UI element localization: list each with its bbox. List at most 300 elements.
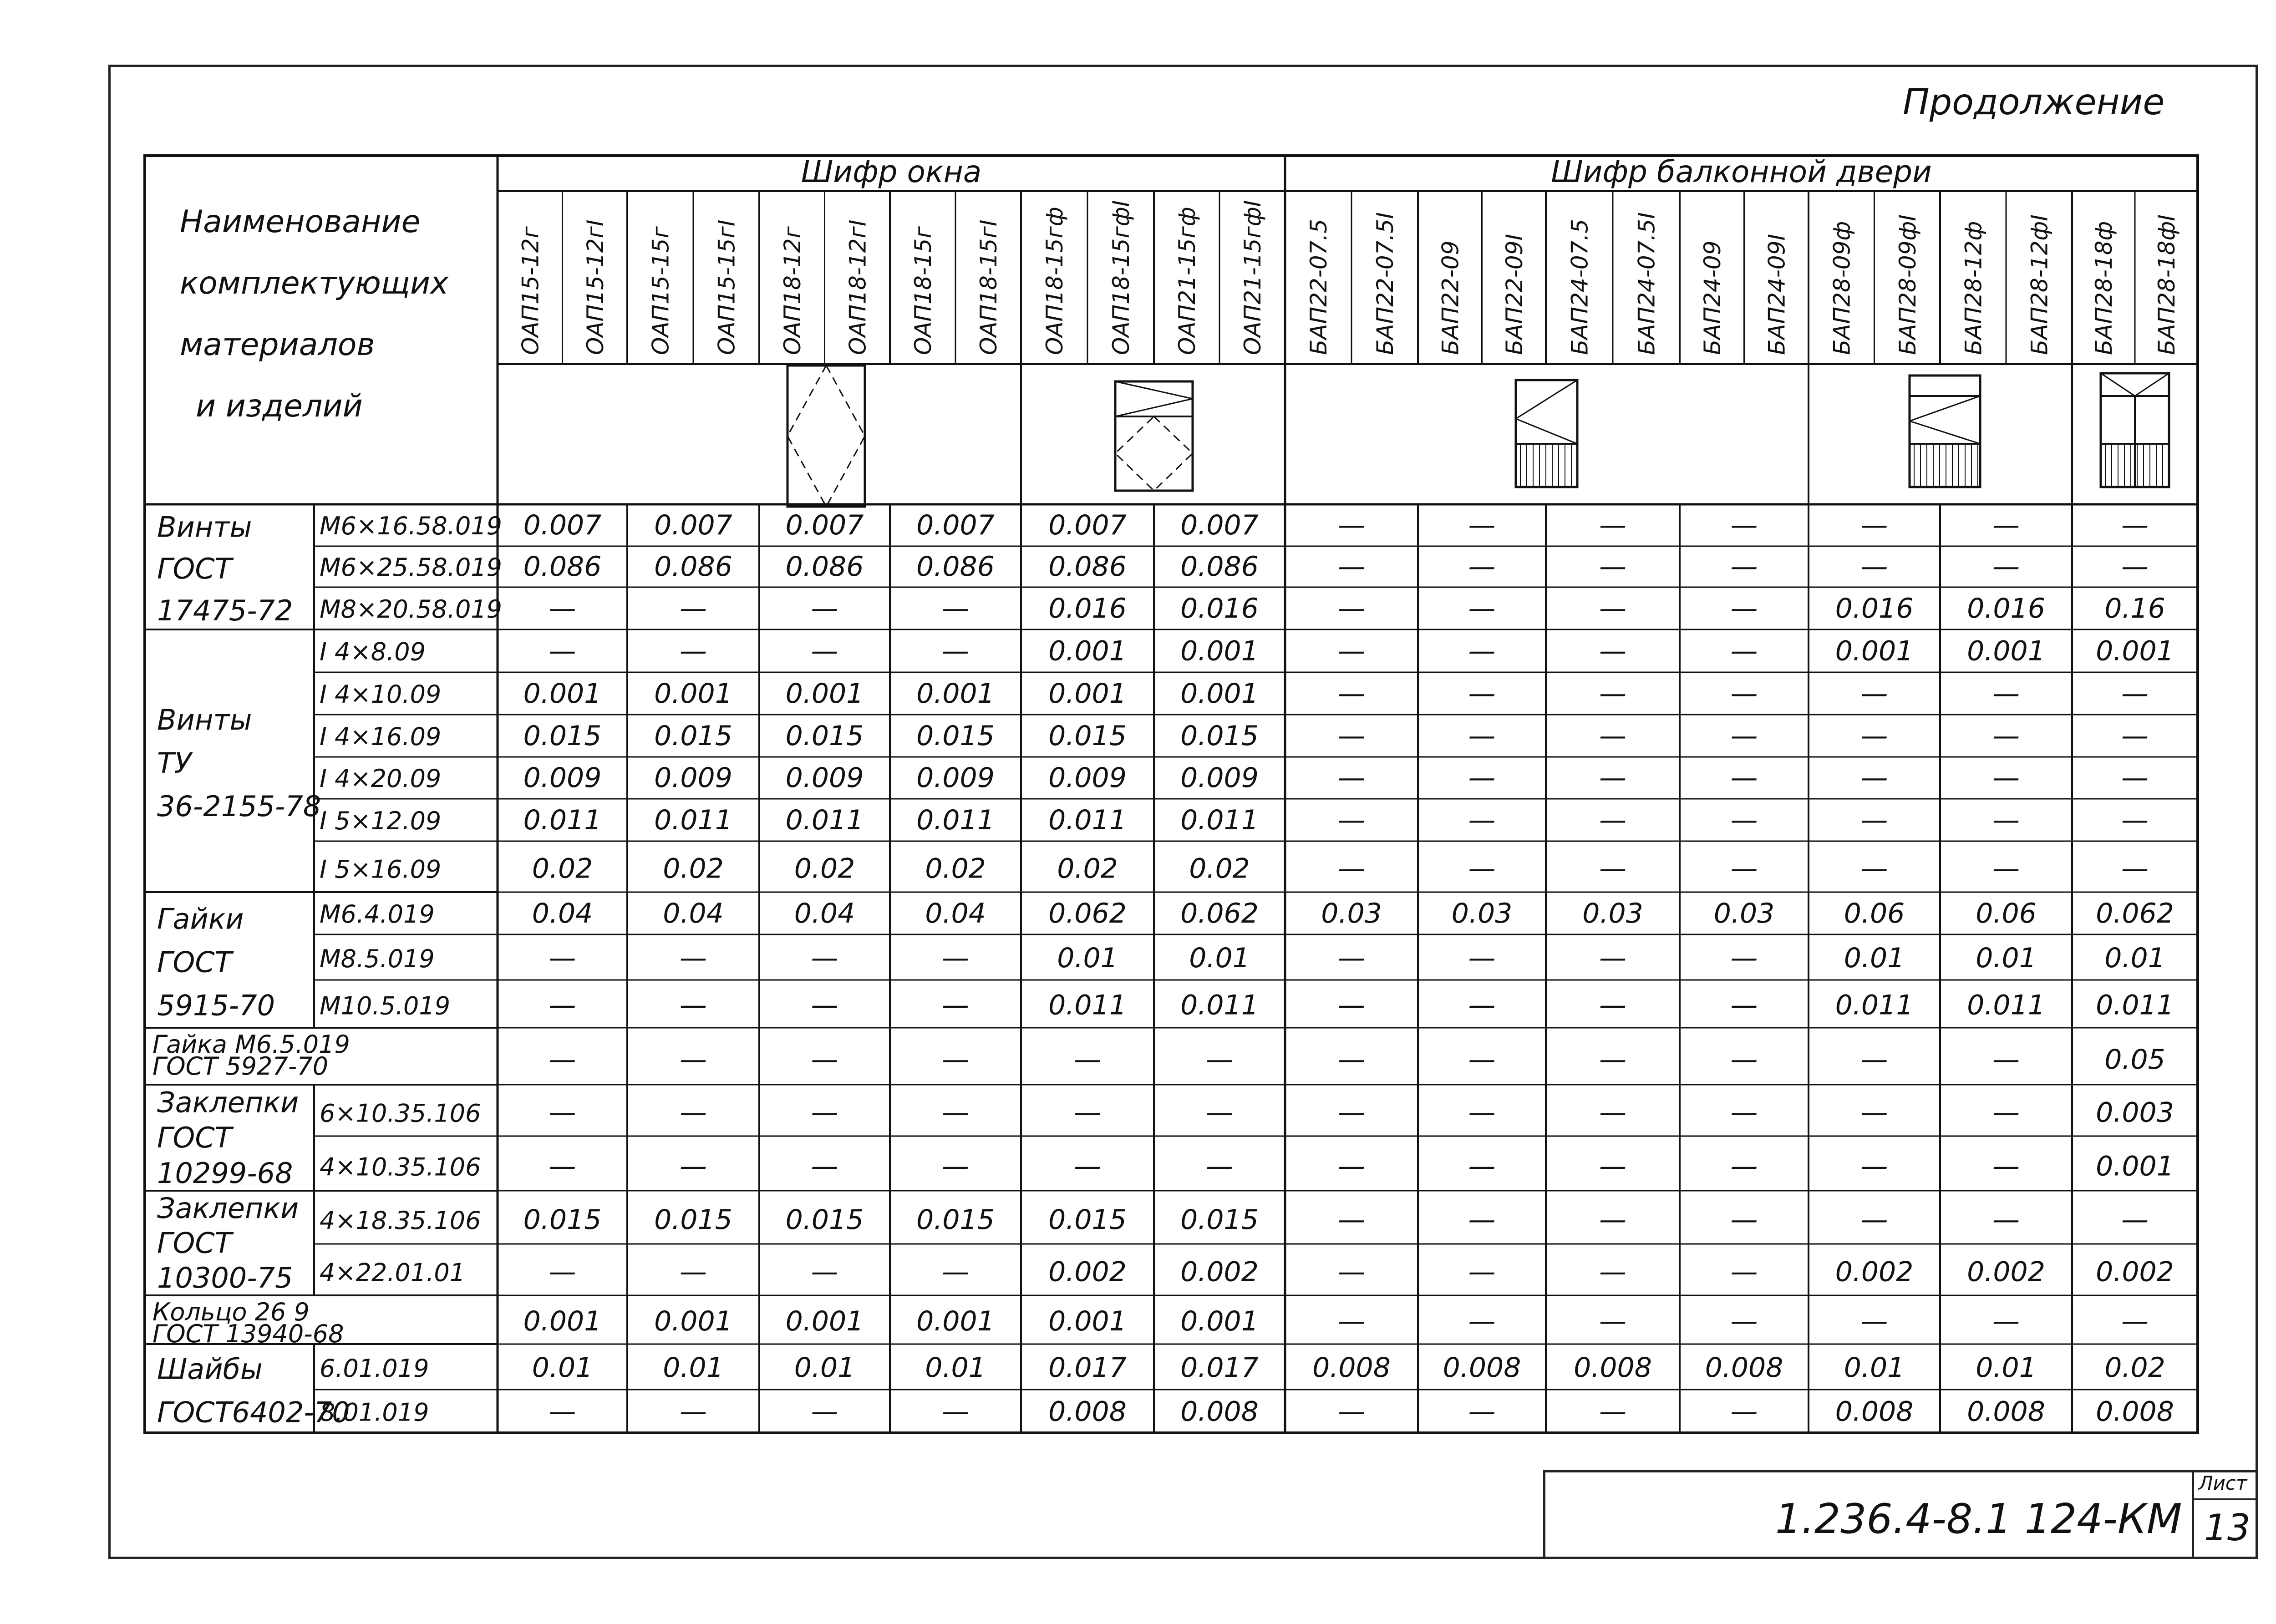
cell-value: — bbox=[1992, 853, 2020, 885]
product-code: ОАП15-12гI bbox=[582, 219, 609, 355]
cell-value: — bbox=[2121, 853, 2149, 885]
cell-value: — bbox=[1730, 989, 1758, 1021]
product-code: БАП22-07.5 bbox=[1306, 218, 1332, 355]
cell-value: — bbox=[1992, 1096, 2020, 1129]
cell-value: — bbox=[1468, 1305, 1496, 1338]
product-code: ОАП18-15г bbox=[910, 226, 936, 355]
cell-value: — bbox=[1730, 1256, 1758, 1288]
door-scheme-1-frame bbox=[1516, 380, 1577, 487]
cell-value: 0.02 bbox=[2104, 1352, 2165, 1384]
group-name: 10300-75 bbox=[157, 1261, 293, 1295]
cell-value: 0.01 bbox=[794, 1352, 855, 1384]
cell-value: 0.04 bbox=[794, 897, 855, 929]
sheet-label: Лист bbox=[2199, 1472, 2247, 1494]
cell-value: 0.03 bbox=[1321, 897, 1382, 929]
cell-value: — bbox=[549, 1096, 576, 1129]
product-code: БАП22-07.5I bbox=[1372, 212, 1398, 355]
cell-value: 0.008 bbox=[1835, 1396, 1914, 1428]
cell-value: 0.002 bbox=[1180, 1256, 1259, 1288]
item-code: 6×10.35.106 bbox=[320, 1099, 481, 1128]
cell-value: — bbox=[942, 1096, 969, 1129]
cell-value: — bbox=[1860, 804, 1888, 836]
cell-value: — bbox=[942, 1396, 969, 1428]
cell-value: — bbox=[1338, 762, 1365, 794]
cell-value: — bbox=[1860, 1044, 1888, 1076]
product-code: БАП28-12ф bbox=[1960, 221, 1987, 355]
cell-value: 0.01 bbox=[1976, 942, 2037, 974]
cell-value: 0.01 bbox=[1189, 942, 1250, 974]
cell-value: — bbox=[1468, 635, 1496, 667]
cell-value: — bbox=[811, 1150, 838, 1182]
cell-value: 0.03 bbox=[1582, 897, 1643, 929]
product-code: БАП28-12фI bbox=[2026, 214, 2053, 355]
cell-value: — bbox=[1992, 509, 2020, 542]
sheet-box-divider bbox=[2194, 1498, 2258, 1500]
cell-value: — bbox=[1599, 592, 1626, 624]
cell-value: 0.007 bbox=[785, 509, 864, 542]
item-code: М6.4.019 bbox=[320, 899, 435, 929]
cell-value: — bbox=[1599, 1150, 1626, 1182]
cell-value: 0.011 bbox=[1180, 804, 1259, 836]
cell-value: — bbox=[1992, 550, 2020, 583]
item-code: I 4×16.09 bbox=[320, 722, 442, 751]
cell-value: — bbox=[1468, 550, 1496, 583]
cell-value: 0.011 bbox=[654, 804, 732, 836]
cell-value: — bbox=[549, 1396, 576, 1428]
cell-value: 0.015 bbox=[785, 1204, 864, 1236]
group-name: 36-2155-78 bbox=[157, 790, 321, 823]
cell-value: 0.04 bbox=[663, 897, 724, 929]
item-code: 6.01.019 bbox=[320, 1354, 429, 1383]
cell-value: 0.008 bbox=[1967, 1396, 2045, 1428]
cell-value: — bbox=[1599, 1256, 1626, 1288]
cell-value: — bbox=[1860, 1096, 1888, 1129]
window-scheme-1-opening bbox=[787, 365, 865, 507]
cell-value: 0.015 bbox=[654, 720, 732, 752]
cell-value: — bbox=[1860, 1305, 1888, 1338]
cell-value: 0.015 bbox=[1180, 720, 1259, 752]
group-name: Винты bbox=[157, 510, 252, 544]
cell-value: — bbox=[1992, 1150, 2020, 1182]
cell-value: — bbox=[1599, 853, 1626, 885]
cell-value: 0.008 bbox=[1443, 1352, 1521, 1384]
cell-value: — bbox=[549, 989, 576, 1021]
cell-value: — bbox=[549, 1044, 576, 1076]
group-name: Гайка М6.5.019 bbox=[152, 1030, 350, 1059]
cell-value: 0.011 bbox=[1048, 989, 1127, 1021]
cell-value: 0.015 bbox=[654, 1204, 732, 1236]
cell-value: — bbox=[811, 1396, 838, 1428]
item-code: I 4×10.09 bbox=[320, 680, 442, 709]
cell-value: — bbox=[1730, 1096, 1758, 1129]
cell-value: 0.017 bbox=[1048, 1352, 1127, 1384]
cell-value: — bbox=[1468, 1044, 1496, 1076]
cell-value: 0.001 bbox=[785, 677, 864, 710]
cell-value: — bbox=[1992, 1044, 2020, 1076]
cell-value: — bbox=[1730, 804, 1758, 836]
cell-value: — bbox=[1599, 509, 1626, 542]
cell-value: — bbox=[1338, 592, 1365, 624]
cell-value: 0.03 bbox=[1451, 897, 1513, 929]
cell-value: 0.02 bbox=[925, 853, 986, 885]
cell-value: 0.001 bbox=[1967, 635, 2045, 667]
cell-value: — bbox=[2121, 1305, 2149, 1338]
cell-value: — bbox=[942, 942, 969, 974]
product-code: БАП24-07.5I bbox=[1633, 212, 1660, 355]
cell-value: — bbox=[1338, 1396, 1365, 1428]
cell-value: 0.011 bbox=[916, 804, 995, 836]
cell-value: — bbox=[1206, 1044, 1233, 1076]
cell-value: 0.017 bbox=[1180, 1352, 1259, 1384]
name-header-line: комплектующих bbox=[180, 265, 449, 301]
cell-value: 0.01 bbox=[1976, 1352, 2037, 1384]
cell-value: 0.001 bbox=[1048, 635, 1127, 667]
cell-value: — bbox=[1730, 509, 1758, 542]
cell-value: 0.007 bbox=[654, 509, 732, 542]
group-name: Заклепки bbox=[157, 1191, 299, 1225]
cell-value: 0.01 bbox=[925, 1352, 986, 1384]
cell-value: — bbox=[1599, 762, 1626, 794]
item-code: М6×25.58.019 bbox=[320, 553, 503, 582]
cell-value: — bbox=[1468, 1256, 1496, 1288]
cell-value: 0.086 bbox=[916, 550, 995, 583]
cell-value: 0.015 bbox=[1180, 1204, 1259, 1236]
cell-value: — bbox=[1599, 635, 1626, 667]
cell-value: — bbox=[1468, 1204, 1496, 1236]
cell-value: 0.001 bbox=[1048, 677, 1127, 710]
cell-value: — bbox=[811, 1096, 838, 1129]
cell-value: 0.011 bbox=[785, 804, 864, 836]
cell-value: 0.062 bbox=[1048, 897, 1127, 929]
cell-value: 0.001 bbox=[1180, 677, 1259, 710]
group-name: Шайбы bbox=[157, 1352, 263, 1386]
product-code: ОАП18-12г bbox=[779, 226, 806, 355]
cell-value: — bbox=[811, 942, 838, 974]
cell-value: — bbox=[549, 1150, 576, 1182]
cell-value: — bbox=[680, 1396, 707, 1428]
cell-value: — bbox=[1730, 1305, 1758, 1338]
cell-value: — bbox=[1338, 1096, 1365, 1129]
cell-value: 0.01 bbox=[532, 1352, 593, 1384]
cell-value: — bbox=[1730, 677, 1758, 710]
cell-value: 0.02 bbox=[532, 853, 593, 885]
cell-value: 0.011 bbox=[2096, 989, 2174, 1021]
product-code: БАП22-09 bbox=[1437, 240, 1464, 355]
cell-value: 0.003 bbox=[2096, 1096, 2174, 1129]
door-scheme-1-line bbox=[1516, 419, 1577, 444]
cell-value: — bbox=[680, 1044, 707, 1076]
cell-value: — bbox=[1206, 1096, 1233, 1129]
cell-value: 0.007 bbox=[916, 509, 995, 542]
cell-value: 0.05 bbox=[2104, 1044, 2165, 1076]
cell-value: — bbox=[1730, 550, 1758, 583]
group-name: ГОСТ bbox=[157, 1226, 232, 1260]
cell-value: 0.001 bbox=[2096, 635, 2174, 667]
cell-value: — bbox=[1468, 677, 1496, 710]
cell-value: 0.01 bbox=[1057, 942, 1118, 974]
item-code: 4×10.35.106 bbox=[320, 1152, 481, 1182]
cell-value: — bbox=[1599, 1044, 1626, 1076]
product-code: ОАП21-15гфI bbox=[1240, 200, 1266, 355]
cell-value: 0.06 bbox=[1976, 897, 2037, 929]
cell-value: — bbox=[1730, 1150, 1758, 1182]
cell-value: — bbox=[680, 1256, 707, 1288]
cell-value: 0.04 bbox=[532, 897, 593, 929]
item-code: М6×16.58.019 bbox=[320, 512, 503, 541]
cell-value: 0.008 bbox=[1574, 1352, 1652, 1384]
name-header-line: и изделий bbox=[196, 388, 363, 424]
cell-value: 0.02 bbox=[794, 853, 855, 885]
cell-value: 0.04 bbox=[925, 897, 986, 929]
group-name: Кольцо 26 9 bbox=[152, 1298, 310, 1326]
cell-value: — bbox=[1074, 1044, 1101, 1076]
cell-value: 0.001 bbox=[785, 1305, 864, 1338]
cell-value: — bbox=[680, 1150, 707, 1182]
cell-value: 0.009 bbox=[1180, 762, 1259, 794]
group-name: ГОСТ 5927-70 bbox=[152, 1052, 329, 1081]
cell-value: 0.002 bbox=[1967, 1256, 2045, 1288]
sheet-number-box bbox=[2192, 1470, 2258, 1559]
cell-value: — bbox=[1468, 804, 1496, 836]
sheet-number: 13 bbox=[2204, 1507, 2251, 1549]
cell-value: 0.086 bbox=[654, 550, 732, 583]
cell-value: — bbox=[2121, 1204, 2149, 1236]
cell-value: — bbox=[1992, 1204, 2020, 1236]
cell-value: 0.002 bbox=[1835, 1256, 1914, 1288]
cell-value: 0.016 bbox=[1835, 592, 1914, 624]
cell-value: — bbox=[549, 635, 576, 667]
cell-value: — bbox=[1992, 804, 2020, 836]
cell-value: — bbox=[1338, 509, 1365, 542]
product-code: БАП28-18фI bbox=[2154, 214, 2180, 355]
cell-value: 0.062 bbox=[2096, 897, 2174, 929]
product-code: БАП28-09фI bbox=[1894, 214, 1921, 355]
cell-value: 0.009 bbox=[654, 762, 732, 794]
door-scheme-3-line bbox=[2135, 373, 2169, 396]
cell-value: 0.002 bbox=[2096, 1256, 2174, 1288]
cell-value: — bbox=[680, 942, 707, 974]
cell-value: — bbox=[811, 592, 838, 624]
item-code: I 5×12.09 bbox=[320, 806, 442, 835]
product-code: ОАП21-15гф bbox=[1174, 207, 1200, 355]
cell-value: 0.086 bbox=[1180, 550, 1259, 583]
product-code: ОАП15-15гI bbox=[713, 219, 740, 355]
cell-value: — bbox=[1338, 720, 1365, 752]
cell-value: — bbox=[1599, 989, 1626, 1021]
group-name: 10299-68 bbox=[157, 1156, 293, 1190]
cell-value: — bbox=[1860, 1150, 1888, 1182]
cell-value: 0.008 bbox=[1048, 1396, 1127, 1428]
cell-value: — bbox=[1730, 1044, 1758, 1076]
cell-value: — bbox=[1860, 509, 1888, 542]
cell-value: — bbox=[680, 989, 707, 1021]
cell-value: — bbox=[1860, 720, 1888, 752]
cell-value: 0.011 bbox=[1180, 989, 1259, 1021]
cell-value: — bbox=[942, 989, 969, 1021]
cell-value: — bbox=[1468, 509, 1496, 542]
group-name: ГОСТ bbox=[157, 1121, 232, 1155]
cell-value: 0.02 bbox=[1189, 853, 1250, 885]
cell-value: — bbox=[680, 592, 707, 624]
cell-value: — bbox=[1338, 804, 1365, 836]
cell-value: — bbox=[1599, 804, 1626, 836]
cell-value: — bbox=[2121, 509, 2149, 542]
cell-value: 0.062 bbox=[1180, 897, 1259, 929]
name-header-line: Наименование bbox=[180, 204, 421, 240]
cell-value: 0.011 bbox=[523, 804, 602, 836]
product-code: БАП22-09I bbox=[1501, 233, 1528, 355]
cell-value: — bbox=[1599, 720, 1626, 752]
group-name: Гайки bbox=[157, 902, 244, 936]
cell-value: — bbox=[1338, 942, 1365, 974]
cell-value: — bbox=[1860, 1204, 1888, 1236]
cell-value: — bbox=[942, 635, 969, 667]
cell-value: 0.016 bbox=[1967, 592, 2045, 624]
cell-value: — bbox=[1074, 1096, 1101, 1129]
group-name: 5915-70 bbox=[157, 989, 275, 1022]
cell-value: — bbox=[811, 635, 838, 667]
cell-value: 0.001 bbox=[916, 677, 995, 710]
cell-value: — bbox=[1338, 635, 1365, 667]
product-code: ОАП18-15гф bbox=[1041, 207, 1068, 355]
product-code: БАП28-18ф bbox=[2091, 221, 2117, 355]
product-code: ОАП15-12г bbox=[517, 226, 544, 355]
cell-value: 0.015 bbox=[916, 720, 995, 752]
window-scheme-2-line bbox=[1115, 399, 1193, 416]
product-code: БАП28-09ф bbox=[1829, 221, 1855, 355]
cell-value: 0.007 bbox=[1048, 509, 1127, 542]
cell-value: — bbox=[1599, 550, 1626, 583]
cell-value: — bbox=[1468, 1396, 1496, 1428]
cell-value: — bbox=[1074, 1150, 1101, 1182]
group-name: ТУ bbox=[157, 746, 192, 780]
cell-value: — bbox=[1338, 989, 1365, 1021]
cell-value: — bbox=[942, 1044, 969, 1076]
door-group-header: Шифр балконной двери bbox=[1551, 154, 1932, 189]
cell-value: — bbox=[1599, 1096, 1626, 1129]
cell-value: — bbox=[549, 592, 576, 624]
item-code: I 5×16.09 bbox=[320, 855, 442, 884]
group-name: ГОСТ 13940-68 bbox=[152, 1320, 344, 1348]
cell-value: 0.03 bbox=[1713, 897, 1775, 929]
cell-value: 0.015 bbox=[916, 1204, 995, 1236]
door-scheme-2-line bbox=[1910, 396, 1980, 421]
product-code: БАП24-09I bbox=[1763, 233, 1790, 355]
cell-value: 0.001 bbox=[654, 1305, 732, 1338]
cell-value: — bbox=[549, 942, 576, 974]
cell-value: 0.001 bbox=[1180, 635, 1259, 667]
window-scheme-2-frame bbox=[1115, 381, 1193, 491]
cell-value: 0.086 bbox=[1048, 550, 1127, 583]
group-name: ГОСТ bbox=[157, 945, 232, 979]
cell-value: 0.015 bbox=[1048, 720, 1127, 752]
cell-value: — bbox=[1468, 942, 1496, 974]
product-code: БАП24-09 bbox=[1699, 240, 1726, 355]
cell-value: — bbox=[1730, 592, 1758, 624]
cell-value: — bbox=[1468, 853, 1496, 885]
item-code: 4×18.35.106 bbox=[320, 1206, 481, 1235]
cell-value: — bbox=[1860, 853, 1888, 885]
cell-value: — bbox=[1599, 1305, 1626, 1338]
cell-value: 0.001 bbox=[1835, 635, 1914, 667]
cell-value: — bbox=[2121, 762, 2149, 794]
item-code: I 4×8.09 bbox=[320, 637, 426, 666]
cell-value: 0.001 bbox=[1180, 1305, 1259, 1338]
cell-value: 0.06 bbox=[1844, 897, 1905, 929]
document-code: 1.236.4-8.1 124-КМ bbox=[1775, 1495, 2182, 1543]
product-code: ОАП18-15гI bbox=[975, 219, 1002, 355]
cell-value: 0.011 bbox=[1967, 989, 2045, 1021]
cell-value: 0.008 bbox=[1705, 1352, 1783, 1384]
cell-value: 0.009 bbox=[523, 762, 602, 794]
cell-value: — bbox=[1468, 1096, 1496, 1129]
cell-value: — bbox=[1860, 550, 1888, 583]
cell-value: 0.009 bbox=[916, 762, 995, 794]
cell-value: 0.007 bbox=[523, 509, 602, 542]
cell-value: 0.086 bbox=[785, 550, 864, 583]
cell-value: 0.007 bbox=[1180, 509, 1259, 542]
cell-value: — bbox=[1468, 989, 1496, 1021]
continuation-label: Продолжение bbox=[1903, 82, 2165, 123]
cell-value: 0.001 bbox=[523, 1305, 602, 1338]
cell-value: 0.009 bbox=[1048, 762, 1127, 794]
item-code: М10.5.019 bbox=[320, 991, 451, 1020]
cell-value: 0.001 bbox=[654, 677, 732, 710]
cell-value: 0.002 bbox=[1048, 1256, 1127, 1288]
cell-value: 0.001 bbox=[2096, 1150, 2174, 1182]
product-code: ОАП15-15г bbox=[647, 226, 674, 355]
cell-value: — bbox=[2121, 550, 2149, 583]
cell-value: — bbox=[1468, 762, 1496, 794]
cell-value: — bbox=[811, 989, 838, 1021]
cell-value: — bbox=[2121, 720, 2149, 752]
cell-value: 0.01 bbox=[663, 1352, 724, 1384]
item-code: I 4×20.09 bbox=[320, 764, 442, 793]
cell-value: 0.01 bbox=[2104, 942, 2165, 974]
product-code: ОАП18-15гфI bbox=[1108, 200, 1134, 355]
cell-value: — bbox=[1992, 762, 2020, 794]
cell-value: — bbox=[1468, 1150, 1496, 1182]
cell-value: 0.008 bbox=[1312, 1352, 1391, 1384]
product-code: БАП24-07.5 bbox=[1566, 218, 1593, 355]
cell-value: — bbox=[1338, 1204, 1365, 1236]
cell-value: — bbox=[1860, 762, 1888, 794]
item-code: М8.5.019 bbox=[320, 944, 435, 973]
table-border bbox=[145, 156, 2198, 1433]
cell-value: 0.001 bbox=[523, 677, 602, 710]
cell-value: — bbox=[680, 1096, 707, 1129]
cell-value: 0.001 bbox=[1048, 1305, 1127, 1338]
cell-value: — bbox=[1730, 942, 1758, 974]
cell-value: 0.015 bbox=[523, 720, 602, 752]
cell-value: 0.008 bbox=[2096, 1396, 2174, 1428]
cell-value: — bbox=[1730, 1204, 1758, 1236]
cell-value: — bbox=[1206, 1150, 1233, 1182]
cell-value: — bbox=[1338, 550, 1365, 583]
cell-value: — bbox=[1730, 635, 1758, 667]
cell-value: — bbox=[680, 635, 707, 667]
cell-value: — bbox=[1338, 677, 1365, 710]
cell-value: — bbox=[1599, 1204, 1626, 1236]
window-scheme-1-frame bbox=[787, 365, 865, 507]
cell-value: 0.01 bbox=[1844, 1352, 1905, 1384]
cell-value: — bbox=[549, 1256, 576, 1288]
cell-value: — bbox=[1338, 1305, 1365, 1338]
cell-value: — bbox=[1730, 720, 1758, 752]
cell-value: — bbox=[1860, 677, 1888, 710]
group-name: ГОСТ6402-70 bbox=[157, 1396, 350, 1429]
cell-value: 0.015 bbox=[785, 720, 864, 752]
